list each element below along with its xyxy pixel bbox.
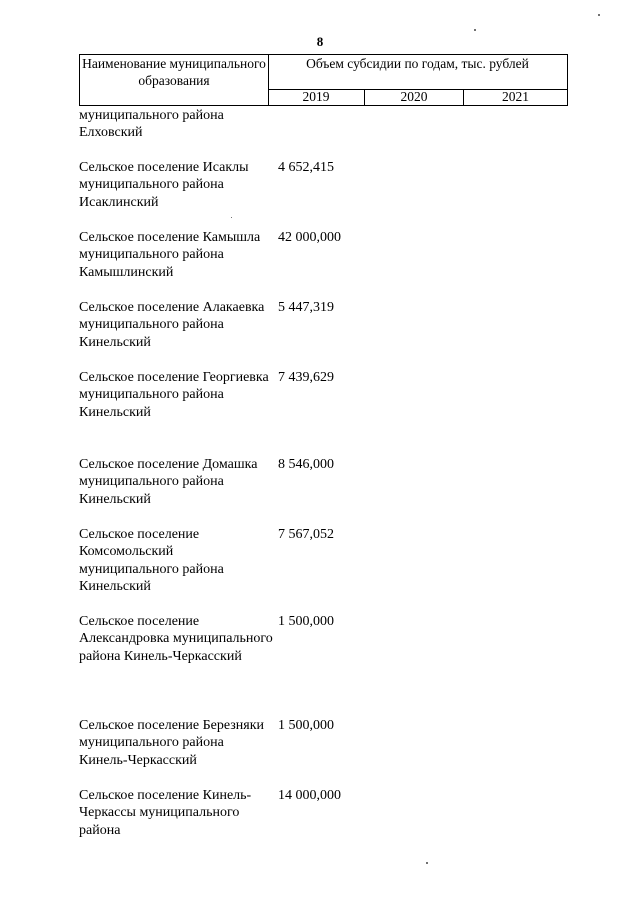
table-header — [79, 54, 568, 106]
row-value-2019: 1 500,000 — [278, 718, 334, 733]
row-value-2019: 14 000,000 — [278, 788, 341, 803]
row-value-2019: 4 652,415 — [278, 160, 334, 175]
row-name: Сельское поселение Березняки муниципального района Кинель-Черкасский — [79, 718, 265, 768]
row-name: Сельское поселение Георгиевка муниципального района Кинельский — [79, 370, 269, 420]
row-value-2019: 42 000,000 — [278, 230, 341, 245]
header-year-2021: 2021 — [502, 89, 529, 104]
row-value-2019: 1 500,000 — [278, 614, 334, 629]
row-name: Сельское поселение Камышла муниципального района Камышлинский — [79, 230, 261, 280]
row-value-2019: 7 567,052 — [278, 527, 334, 542]
scan-speck — [598, 14, 600, 16]
row-value-2019: 7 439,629 — [278, 370, 334, 385]
row-value-2019: 8 546,000 — [278, 457, 334, 472]
row-name: муниципального района Елховский — [79, 108, 224, 141]
header-subsidy-column: Объем субсидии по годам, тыс. рублей — [268, 55, 567, 90]
page-number: 8 — [316, 34, 324, 49]
row-name: Сельское поселение Алакаевка муниципального района Кинельский — [79, 300, 265, 350]
scan-speck — [231, 217, 232, 218]
header-year-2019: 2019 — [268, 89, 365, 105]
row-name: Сельское поселение Домашка муниципального района Кинельский — [79, 457, 258, 507]
row-name: Сельское поселение Кинель-Черкассы муниципального района — [79, 788, 252, 838]
row-name: Сельское поселение Исаклы муниципального района Исаклинский — [79, 160, 249, 210]
scan-speck — [474, 29, 476, 31]
header-name-column: Наименование муниципального образования — [80, 55, 269, 105]
row-name: Сельское поселение Александровка муниципального района Кинель-Черкасский — [79, 614, 273, 664]
scan-speck — [426, 862, 428, 864]
row-name: Сельское поселение Комсомольский муниципального района Кинельский — [79, 527, 224, 595]
header-year-2020: 2020 — [365, 89, 464, 105]
row-value-2019: 5 447,319 — [278, 300, 334, 315]
